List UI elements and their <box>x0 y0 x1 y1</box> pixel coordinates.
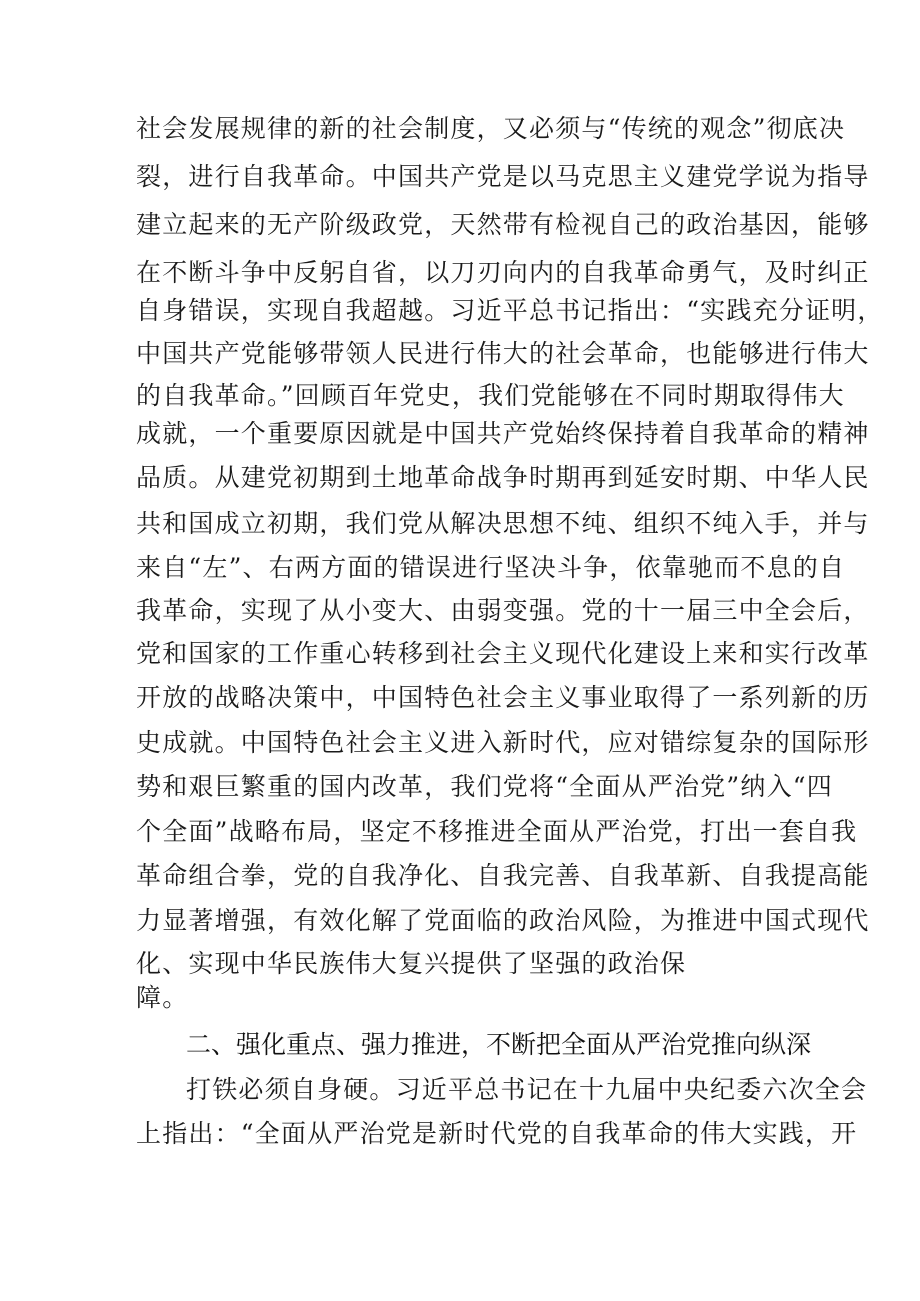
paragraph-1-line-21: 障。 <box>136 983 189 1012</box>
paragraph-1-line-4: 在不断斗争中反躬自省，以刀刃向内的自我革命勇气，及时纠正 <box>136 258 870 287</box>
paragraph-1-line-5: 自身错误，实现自我超越。习近平总书记指出：“实践充分证明， <box>136 296 884 325</box>
paragraph-1-line-15: 史成就。中国特色社会主义进入新时代，应对错综复杂的国际形 <box>136 728 870 757</box>
paragraph-1-line-17: 个全面”战略布局，坚定不移推进全面从严治党，打出一套自我 <box>136 817 858 846</box>
paragraph-1-line-12: 我革命，实现了从小变大、由弱变强。党的十一届三中全会后， <box>136 596 870 625</box>
section-heading: 二、强化重点、强力推进，不断把全面从严治党推向纵深 <box>186 1030 812 1059</box>
paragraph-1-line-2: 裂，进行自我革命。中国共产党是以马克思主义建党学说为指导 <box>136 162 870 191</box>
paragraph-1-line-3: 建立起来的无产阶级政党，天然带有检视自己的政治基因，能够 <box>136 210 870 239</box>
paragraph-2-line-1: 打铁必须自身硬。习近平总书记在十九届中央纪委六次全会 <box>186 1075 868 1104</box>
paragraph-1-line-9: 品质。从建党初期到土地革命战争时期再到延安时期、中华人民 <box>136 463 870 492</box>
paragraph-1-line-1: 社会发展规律的新的社会制度，又必须与“传统的观念”彻底决 <box>136 114 846 143</box>
paragraph-1-line-7: 的自我革命。”回顾百年党史，我们党能够在不同时期取得伟大 <box>136 381 845 410</box>
paragraph-1-line-16: 势和艰巨繁重的国内改革，我们党将“全面从严治党”纳入“四 <box>136 772 833 801</box>
paragraph-1-line-14: 开放的战略决策中，中国特色社会主义事业取得了一系列新的历 <box>136 683 870 712</box>
paragraph-1-line-20: 化、实现中华民族伟大复兴提供了坚强的政治保 <box>136 949 687 978</box>
paragraph-1-line-11: 来自“左”、右两方面的错误进行坚决斗争，依靠驰而不息的自 <box>136 553 846 582</box>
paragraph-1-line-18: 革命组合拳，党的自我净化、自我完善、自我革新、自我提高能 <box>136 861 870 890</box>
paragraph-1-line-8: 成就，一个重要原因就是中国共产党始终保持着自我革命的精神 <box>136 419 870 448</box>
paragraph-1-line-13: 党和国家的工作重心转移到社会主义现代化建设上来和实行改革 <box>136 639 870 668</box>
paragraph-2-line-2: 上指出：“全面从严治党是新时代党的自我革命的伟大实践，开 <box>136 1119 858 1148</box>
paragraph-1-line-6: 中国共产党能够带领人民进行伟大的社会革命，也能够进行伟大 <box>136 339 870 368</box>
paragraph-1-line-10: 共和国成立初期，我们党从解决思想不纯、组织不纯入手，并与 <box>136 509 870 538</box>
paragraph-1-line-19: 力显著增强，有效化解了党面临的政治风险，为推进中国式现代 <box>136 906 870 935</box>
